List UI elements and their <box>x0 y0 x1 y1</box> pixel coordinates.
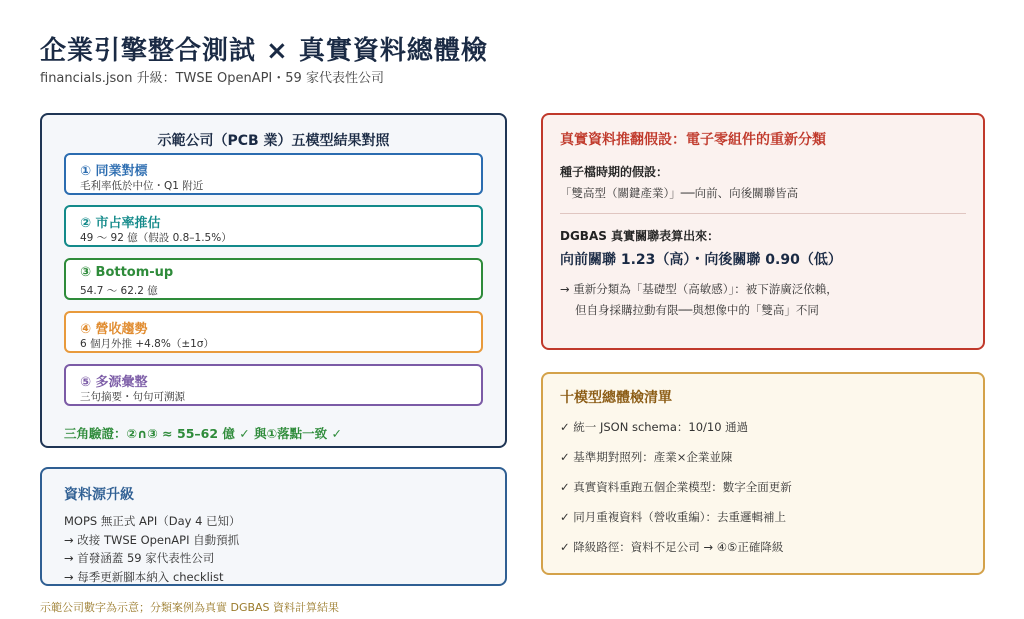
source-line: MOPS 無正式 API（Day 4 已知） <box>64 514 241 528</box>
reclass-note <box>560 279 838 321</box>
source-line: → 首發涵蓋 59 家代表性公司 <box>64 551 215 565</box>
seed-assumption-text: 「雙高型（關鍵產業）」──向前、向後關聯皆高 <box>560 186 799 200</box>
model-panel-title: 示範公司（PCB 業）五模型結果對照 <box>157 133 390 149</box>
checklist-item: ✓ 基準期對照列：產業×企業並陳 <box>560 450 733 464</box>
reclass-panel-title: 真實資料推翻假設：電子零組件的重新分類 <box>560 132 826 148</box>
model-title: ④ 營收趨勢 <box>80 322 148 337</box>
model-box-peer-benchmark <box>64 153 483 195</box>
footer-note: 示範公司數字為示意；分類案例為真實 DGBAS 資料計算結果 <box>40 601 340 614</box>
model-detail: 三句摘要・句句可溯源 <box>80 391 185 403</box>
divider <box>560 213 966 214</box>
triangulation-summary: 三角驗證：②∩③ ≈ 55–62 億 ✓ 與①落點一致 ✓ <box>64 426 342 441</box>
reclassification-panel <box>541 113 985 350</box>
page-title: 企業引擎整合測試 × 真實資料總體檢 <box>40 36 488 66</box>
checklist-item: ✓ 統一 JSON schema：10/10 通過 <box>560 420 749 434</box>
model-title: ② 市占率推估 <box>80 216 161 231</box>
checklist-item: ✓ 真實資料重跑五個企業模型：數字全面更新 <box>560 480 792 494</box>
source-panel-title: 資料源升級 <box>64 487 134 503</box>
checklist-item: ✓ 同月重複資料（營收重編）：去重邏輯補上 <box>560 510 787 524</box>
source-line: → 每季更新腳本納入 checklist <box>64 569 224 584</box>
reclass-note-line: 但自身採購拉動有限──與想像中的「雙高」不同 <box>575 303 819 317</box>
page-subtitle: financials.json 升級：TWSE OpenAPI・59 家代表性公司 <box>40 71 384 86</box>
model-detail: 49 ～ 92 億（假設 0.8–1.5%） <box>80 232 232 244</box>
dgbas-result: 向前關聯 1.23（高）・向後關聯 0.90（低） <box>560 252 842 268</box>
data-source-panel <box>40 467 507 586</box>
dgbas-label: DGBAS 真實關聯表算出來： <box>560 229 720 243</box>
model-detail: 6 個月外推 +4.8%（±1σ） <box>80 338 214 350</box>
model-detail: 毛利率低於中位・Q1 附近 <box>80 180 204 192</box>
model-detail: 54.7 ～ 62.2 億 <box>80 285 158 297</box>
model-box-bottom-up <box>64 258 483 300</box>
source-line: → 改接 TWSE OpenAPI 自動預抓 <box>64 532 240 547</box>
checklist-item: ✓ 降級路徑：資料不足公司 → ④⑤正確降級 <box>560 540 784 554</box>
checklist-panel <box>541 372 985 575</box>
model-box-market-share <box>64 205 483 247</box>
model-comparison-panel <box>40 113 507 448</box>
model-title: ① 同業對標 <box>80 164 148 179</box>
model-title: ⑤ 多源彙整 <box>80 375 148 390</box>
model-box-revenue-trend <box>64 311 483 353</box>
model-box-multi-source <box>64 364 483 406</box>
reclass-note-line: → 重新分類為「基礎型（高敏感）」：被下游廣泛依賴， <box>560 282 838 296</box>
seed-assumption-label: 種子檔時期的假設： <box>560 165 669 179</box>
model-title: ③ Bottom-up <box>80 265 174 280</box>
checklist-title: 十模型總體檢清單 <box>560 390 672 406</box>
source-list <box>64 512 241 586</box>
